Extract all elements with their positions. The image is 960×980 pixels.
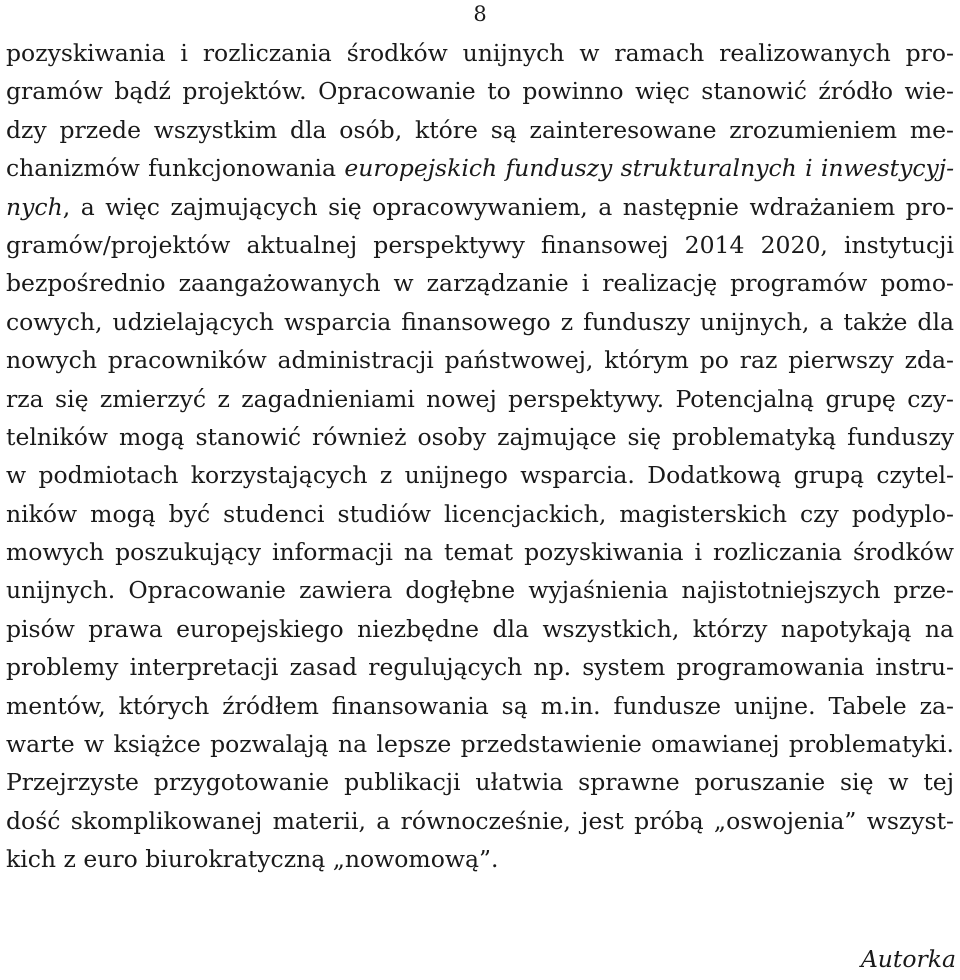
text-segment: chanizmów funkcjonowania <box>6 154 345 183</box>
text-segment: nowych pracowników administracji państwowej, którym po raz pierwszy zda- <box>6 346 954 375</box>
text-line <box>6 840 954 878</box>
text-line <box>6 802 954 840</box>
text-line <box>6 763 954 801</box>
page-number: 8 <box>473 2 487 26</box>
text-segment: problemy interpretacji zasad regulujących np. system programowania instru- <box>6 653 954 682</box>
text-line <box>6 72 954 110</box>
text-segment: pisów prawa europejskiego niezbędne dla wszystkich, którzy napotykają na <box>6 614 954 643</box>
text-line <box>6 456 954 494</box>
text-segment: kich z euro biurokratyczną „nowomową”. <box>6 845 499 874</box>
text-segment: gramów bądź projektów. Opracowanie to powinno więc stanowić źródło wie- <box>6 77 954 106</box>
text-line <box>6 34 954 72</box>
text-line <box>6 610 954 648</box>
text-line <box>6 571 954 609</box>
text-line <box>6 687 954 725</box>
text-segment: bezpośrednio zaangażowanych w zarządzanie i realizację programów pomo- <box>6 269 954 298</box>
text-line <box>6 226 954 264</box>
text-line <box>6 303 954 341</box>
text-line <box>6 725 954 763</box>
text-line <box>6 264 954 302</box>
author-signature: Autorka <box>860 945 956 973</box>
text-segment: unijnych. Opracowanie zawiera dogłębne wyjaśnienia najistotniejszych prze- <box>6 576 954 605</box>
text-line <box>6 111 954 149</box>
text-line <box>6 495 954 533</box>
text-line <box>6 149 954 187</box>
text-segment: , a więc zajmujących się opracowywaniem, a następnie wdrażaniem pro- <box>62 192 954 221</box>
text-segment: telników mogą stanowić również osoby zajmujące się problematyką funduszy <box>6 422 954 451</box>
text-segment: mowych poszukujący informacji na temat pozyskiwania i rozliczania środków <box>6 538 954 567</box>
text-segment: gramów/projektów aktualnej perspektywy finansowej 2014 2020, instytucji <box>6 230 954 259</box>
body-paragraph <box>6 34 954 879</box>
text-segment: cowych, udzielających wsparcia finansowego z funduszy unijnych, a także dla <box>6 307 954 336</box>
text-line <box>6 380 954 418</box>
text-line <box>6 648 954 686</box>
text-segment: pozyskiwania i rozliczania środków unijnych w ramach realizowanych pro- <box>6 39 954 67</box>
text-segment: warte w książce pozwalają na lepsze przedstawienie omawianej problematyki. <box>6 730 954 759</box>
italic-text-segment: europejskich funduszy strukturalnych i inwestycyj- <box>344 154 955 183</box>
italic-text-segment: nych <box>6 192 63 221</box>
text-line <box>6 188 954 226</box>
text-segment: w podmiotach korzystających z unijnego wsparcia. Dodatkową grupą czytel- <box>6 461 954 490</box>
text-segment: rza się zmierzyć z zagadnieniami nowej perspektywy. Potencjalną grupę czy- <box>6 384 954 413</box>
text-line <box>6 533 954 571</box>
text-segment: dość skomplikowanej materii, a równocześnie, jest próbą „oswojenia” wszyst- <box>6 806 954 835</box>
text-segment: mentów, których źródłem finansowania są m.in. fundusze unijne. Tabele za- <box>6 691 954 720</box>
text-segment: dzy przede wszystkim dla osób, które są zainteresowane zrozumieniem me- <box>6 115 954 144</box>
text-line <box>6 418 954 456</box>
text-segment: ników mogą być studenci studiów licencjackich, magisterskich czy podyplo- <box>6 499 954 528</box>
text-line <box>6 341 954 379</box>
text-segment: Przejrzyste przygotowanie publikacji ułatwia sprawne poruszanie się w tej <box>6 768 954 797</box>
